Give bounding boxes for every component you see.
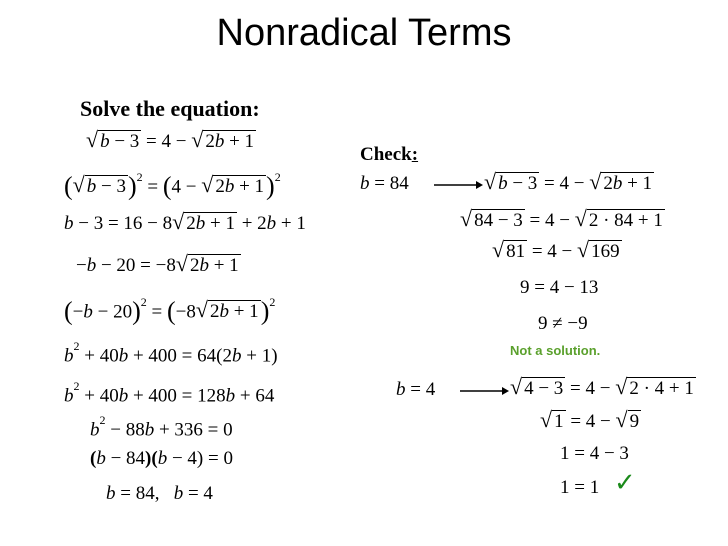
arrow-icon [432,178,484,192]
step-7: $b^2 + 40b + 400 = 128b + 64$ [64,379,275,407]
check4-step-1: √ 4 − 3 = 4 − √ 2 · 4 + 1 [510,374,694,399]
check84-step-2: √ 84 − 3 = 4 − √ 2 · 84 + 1 [460,206,663,231]
solve-heading: Solve the equation: [80,96,260,121]
step-2: (√ b − 3)$^2$ = (4 − √ 2b + 1)$^2$ [64,170,281,201]
step-9: (b − 84)(b − 4) = 0 [90,448,233,469]
step-3: b − 3 = 16 − 8√ 2b + 1 + 2b + 1 [64,209,306,234]
check4-step-3: 1 = 4 − 3 [560,443,629,464]
step-1: √ b − 3 = 4 − √ 2b + 1 [86,127,255,152]
not-a-solution-note: Not a solution. [510,343,601,358]
check84-step-3: √ 81 = 4 − √ 169 [492,237,620,262]
check4-value: b = 4 [396,379,436,400]
step-4: −b − 20 = −8√ 2b + 1 [76,251,239,276]
check4-step-4: 1 = 1 [560,477,600,498]
check4-step-2: √ 1 = 4 − √ 9 [540,407,640,432]
check84-value: b = 84 [360,173,409,194]
arrow-icon [458,384,510,398]
step-10: b = 84, b = 4 [106,483,213,504]
check84-step-5: 9 ≠ −9 [538,313,588,334]
step-5: $(-b - 20)^2 = (-8√$ 2b + 1)$^2$ [64,295,276,326]
slide-title: Nonradical Terms [216,12,512,54]
check-label: Check: [360,144,419,165]
check84-step-1: √ b − 3 = 4 − √ 2b + 1 [484,169,653,194]
checkmark-icon: ✓ [614,468,636,498]
step-6: $b^2 + 40b + 400 = 64(2b + 1)$ [64,339,278,367]
check84-step-4: 9 = 4 − 13 [520,277,599,298]
step-8: $b^2 - 88b + 336 = 0$ [90,413,233,441]
